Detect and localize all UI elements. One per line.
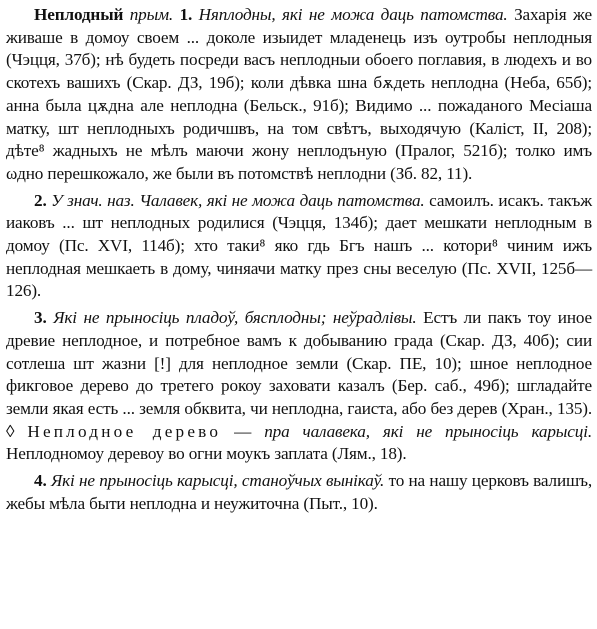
sense-citations: самоилъ. исакъ. такъж иаковъ ... шт неплодных родилися (Чэцця, 134б); дает мешкати неплодным в домоу (Пс. XVI, 114б); хто таки⁸ яко гдь Бгъ нашъ ... котори⁸ чиним ижъ неплодная мешкаеть в дому, чиняачи матку през сны веселую (Пс. XVII, 125б—126). (6, 190, 592, 301)
sense-gloss: Які не прыносіць карысці, станоўчых вынікаў. (46, 471, 385, 491)
sense-number: 1. (179, 5, 193, 24)
sense-citations: Захарія же живаше в домоу своем ... доколе изыидет младенець изъ оутробы неплодныя (Чэцця, 37б); нѣ будеть посреди васъ неплодныи обоего поглавия, в людехъ и во скотехъ вашихъ (Скар. ДЗ, 19б); коли дѣвка шна бѫдеть неплодна (Неба, 65б); анна была цѫдна але неплодна (Бельск., 91б); Видимо ... пожаданого Месіаша матку, шт неплодныхъ родичшвъ, на том свѣтъ, выходячую (Каліст, II, 208); дѣте⁸ жадныхъ не мѣлъ маючи жону неплодъную (Пралог, 521б); толко имъ ωдно перешкожало, же были въ потомствѣ неплодни (Зб. 82, 11). (6, 5, 593, 183)
sense-gloss: Няплодны, які не можа даць патомства. (192, 5, 508, 24)
sense-4-paragraph (6, 470, 592, 515)
headword: Неплодный (34, 5, 124, 24)
part-of-speech: прым. (123, 5, 180, 24)
dictionary-page (6, 4, 592, 519)
sense-citations: Естъ ли пакъ тоу иное древие неплодное, и потребное вамъ к добыванию града (Скар. ДЗ, 40б); сии сотлеша шт жазни [!] для неплодное земли (Скар. ПЕ, 10); шное неплодное фикговое дерево до третего рокоу заховати казалъ (Бер. саб., 49б); шгладайте земли якая есть ... земля обквита, чи неплодна, гаиста, або без дерев (Хран., 135). ◊ (6, 308, 592, 441)
sense-citations: то на нашу церковъ валишъ, жебы мѣла быти неплодна и неужиточна (Пыт., 10). (6, 471, 592, 513)
sense-gloss: У знач. наз. Чалавек, які не можа даць патомства. (46, 190, 425, 210)
phrase-citation: Неплодномоу деревоу во огни моукъ заплата (Лям., 18). (6, 444, 407, 464)
sense-1-paragraph (6, 4, 592, 186)
phrase-dash: — (221, 421, 265, 441)
sense-number: 4. (34, 471, 47, 491)
spaced-phrase: Неплодное дерево (27, 421, 222, 441)
sense-number: 2. (34, 190, 47, 210)
sense-3-paragraph (6, 307, 592, 466)
sense-number: 3. (34, 308, 47, 328)
sense-gloss: Які не прыносіць пладоў, бясплодны; неўрадлівы. (46, 308, 417, 328)
phrase-gloss: пра чалавека, які не прыносіць карысці. (264, 421, 592, 441)
sense-2-paragraph (6, 190, 592, 304)
